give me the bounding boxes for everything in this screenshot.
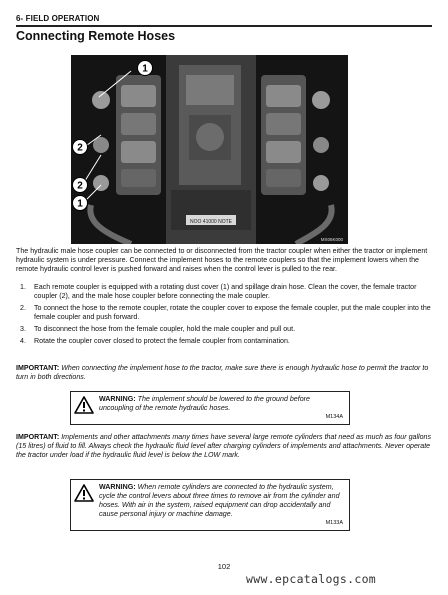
list-item [16,337,432,346]
important-text: Implements and other attachments many times have several large remote cylinders that need as much as four gallons (15 litres) of fluid to fill. Always check the hydraulic fluid level after charging cylinders of implements and attachments. Never operate the tractor under load if the hydraulic fluid level is below the LOW mark. [16,433,432,459]
step-text: Each remote coupler is equipped with a rotating dust cover (1) and spillage drain hose. Clean the cover, the female tractor coupler (2), and the male hose coupler before connecting the male coupler. [34,283,417,300]
important-label: IMPORTANT: [16,433,60,441]
step-number: 1. [20,283,26,291]
watermark: www.epcatalogs.com [246,572,377,586]
callout-circle [73,140,88,155]
section-label: 6- FIELD OPERATION [16,14,100,23]
warning-box-2 [70,479,350,531]
step-number: 4. [20,337,26,345]
important-note-2 [16,433,432,460]
warning-code: M134A [325,414,343,420]
warning-text: When remote cylinders are connected to the hydraulic system, cycle the control levers about three times to remove air from the cylinder and hoses. With air in the system, raised equipment can drop accidentally and cause personal injury or machine damage. [99,483,340,518]
step-number: 3. [20,325,26,333]
warning-code: M133A [325,520,343,526]
intro-text: The hydraulic male hose coupler can be connected to or disconnected from the tractor coupler when either the tractor or implement hydraulic system is under pressure. Connect the implement hoses to the remote couplers so that the implement lowers when the remote hydraulic control lever is pushed forward and raises when the control lever is pulled to the rear. [16,247,428,273]
callout-label: 1 [77,198,83,210]
intro-paragraph [16,247,432,274]
callout-circle [138,61,153,76]
warning-title: WARNING: [99,483,136,491]
warning-triangle-icon [74,396,94,417]
warning-text: The implement should be lowered to the ground before uncoupling of the remote hydraulic hoses. [99,395,310,412]
image-code: MX06K000 [320,237,343,242]
step-text: To disconnect the hose from the female coupler, hold the male coupler and pull out. [34,325,296,333]
callout-circle [73,196,88,211]
callout-label: 1 [142,63,148,75]
list-item [16,325,432,334]
warning-body [99,395,343,413]
list-item [16,304,432,322]
list-item [16,283,432,301]
decal-text: NOO 41000 NOTE [190,219,232,225]
step-text: Rotate the coupler cover closed to protect the female coupler from contamination. [34,337,290,345]
header-rule [16,25,432,27]
callout-label: 2 [77,180,83,192]
steps-list [16,283,432,349]
warning-body [99,483,343,519]
remote-couplers-photo [71,55,348,244]
page-title: Connecting Remote Hoses [16,29,176,43]
callout-circle [73,178,88,193]
important-note-1 [16,364,432,382]
step-text: To connect the hose to the remote coupler, rotate the coupler cover to expose the female coupler, put the male coupler into the female coupler and push forward. [34,304,431,321]
callout-label: 2 [77,142,83,154]
important-label: IMPORTANT: [16,364,60,372]
page-number: 102 [217,562,231,571]
warning-box-1 [70,391,350,425]
step-number: 2. [20,304,26,312]
warning-title: WARNING: [99,395,136,403]
warning-triangle-icon [74,484,94,505]
important-text: When connecting the implement hose to the tractor, make sure there is enough hydraulic hose to permit the tractor to turn in both directions. [16,364,429,381]
